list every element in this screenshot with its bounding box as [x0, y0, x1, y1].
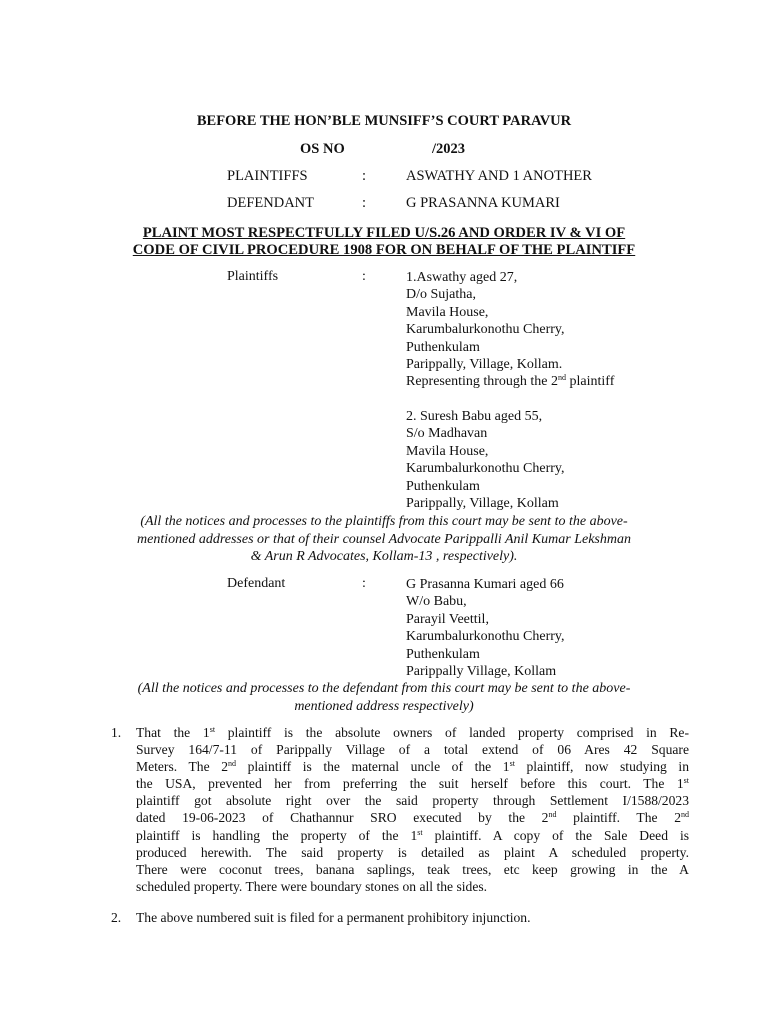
plaintiffs-notice: (All the notices and processes to the plaintiffs from this court may be sent to the above- mentioned addresses or that of their counsel Advocate Parippalli Anil Kumar Lekshman & Arun R Advocates, Kollam-13 , respectively). [137, 514, 631, 564]
plaintiff-1-locality: Karumbalurkonothu Cherry, [406, 322, 565, 338]
plaintiff-1-place: Puthenkulam [406, 339, 480, 355]
plaintiffs-block-colon: : [362, 269, 366, 284]
plaintiff-1-parent: D/o Sujatha, [406, 287, 476, 303]
plaintiff-1-house: Mavila House, [406, 304, 489, 320]
paragraph-1-text: That the 1st plaintiff is the absolute owners of landed property comprised in Re- Survey 164/7-11 of Parippally Village of a total extend of 06 Ares 42 Square Meters. The 2nd plaintiff is the maternal uncle of the 1st plaintiff, now studying in the USA, prevented her from preferring the suit herself before this court. The 1st plaintiff got absolute right over the said property through Settlement I/1588/2023 dated 19-06-2023 of Chathannur SRO executed by the 2nd plaintiff. The 2nd plaintiff is handling the property of the 1st plaintiff. A copy of the Sale Deed is produced herewith. The said property is detailed as plaint A scheduled property. There were coconut trees, banana saplings, teak trees, etc keep growing in the A scheduled property. There were boundary stones on all the sides. [136, 725, 690, 894]
plaintiff-2-locality: Karumbalurkonothu Cherry, [406, 461, 565, 477]
plaintiffs-value: ASWATHY AND 1 ANOTHER [406, 168, 592, 184]
os-no-value: /2023 [432, 141, 466, 157]
plaintiff-1-village: Parippally, Village, Kollam. [406, 356, 563, 372]
plaintiffs-label: PLAINTIFFS [227, 168, 308, 184]
defendant-place: Puthenkulam [406, 646, 480, 662]
plaintiff-2-place: Puthenkulam [406, 478, 480, 494]
plaintiffs-block-label: Plaintiffs [227, 269, 279, 284]
plaintiff-2-address [406, 408, 565, 512]
os-no-label: OS NO [300, 141, 345, 157]
court-heading: BEFORE THE HON’BLE MUNSIFF’S COURT PARAVUR [196, 113, 572, 129]
paragraph-2-text: The above numbered suit is filed for a permanent prohibitory injunction. [136, 910, 531, 925]
plaintiff-1-representation: Representing through the 2nd plaintiff [406, 373, 615, 390]
paragraph-1-number: 1. [111, 725, 122, 740]
plaintiff-2-name: 2. Suresh Babu aged 55, [406, 409, 543, 424]
defendant-block-colon: : [362, 576, 366, 591]
plaintiffs-colon: : [362, 168, 367, 184]
plaintiff-2-village: Parippally, Village, Kollam [406, 495, 559, 511]
defendant-spouse: W/o Babu, [406, 594, 467, 610]
plaintiff-1-name: 1.Aswathy aged 27, [406, 270, 518, 285]
defendant-locality: Karumbalurkonothu Cherry, [406, 629, 565, 645]
defendant-colon: : [362, 195, 367, 211]
plaint-title-line-1: PLAINT MOST RESPECTFULLY FILED U/S.26 AND ORDER IV & VI OF [142, 225, 626, 241]
defendant-value: G PRASANNA KUMARI [406, 195, 560, 211]
defendant-label: DEFENDANT [227, 195, 314, 211]
plaintiff-2-parent: S/o Madhavan [406, 426, 488, 442]
defendant-block-label: Defendant [227, 576, 286, 591]
defendant-name: G Prasanna Kumari aged 66 [406, 577, 564, 592]
plaintiff-2-house: Mavila House, [406, 443, 489, 459]
defendant-house: Parayil Veettil, [406, 611, 489, 627]
paragraph-2-number: 2. [111, 910, 122, 925]
plaintiff-1-address [406, 269, 614, 391]
defendant-village: Parippally Village, Kollam [406, 663, 557, 679]
defendant-address [406, 576, 565, 680]
defendant-notice: (All the notices and processes to the defendant from this court may be sent to the above- mentioned address respectively) [137, 681, 631, 714]
plaint-title-line-2: CODE OF CIVIL PROCEDURE 1908 FOR ON BEHALF OF THE PLAINTIFF [132, 242, 636, 258]
